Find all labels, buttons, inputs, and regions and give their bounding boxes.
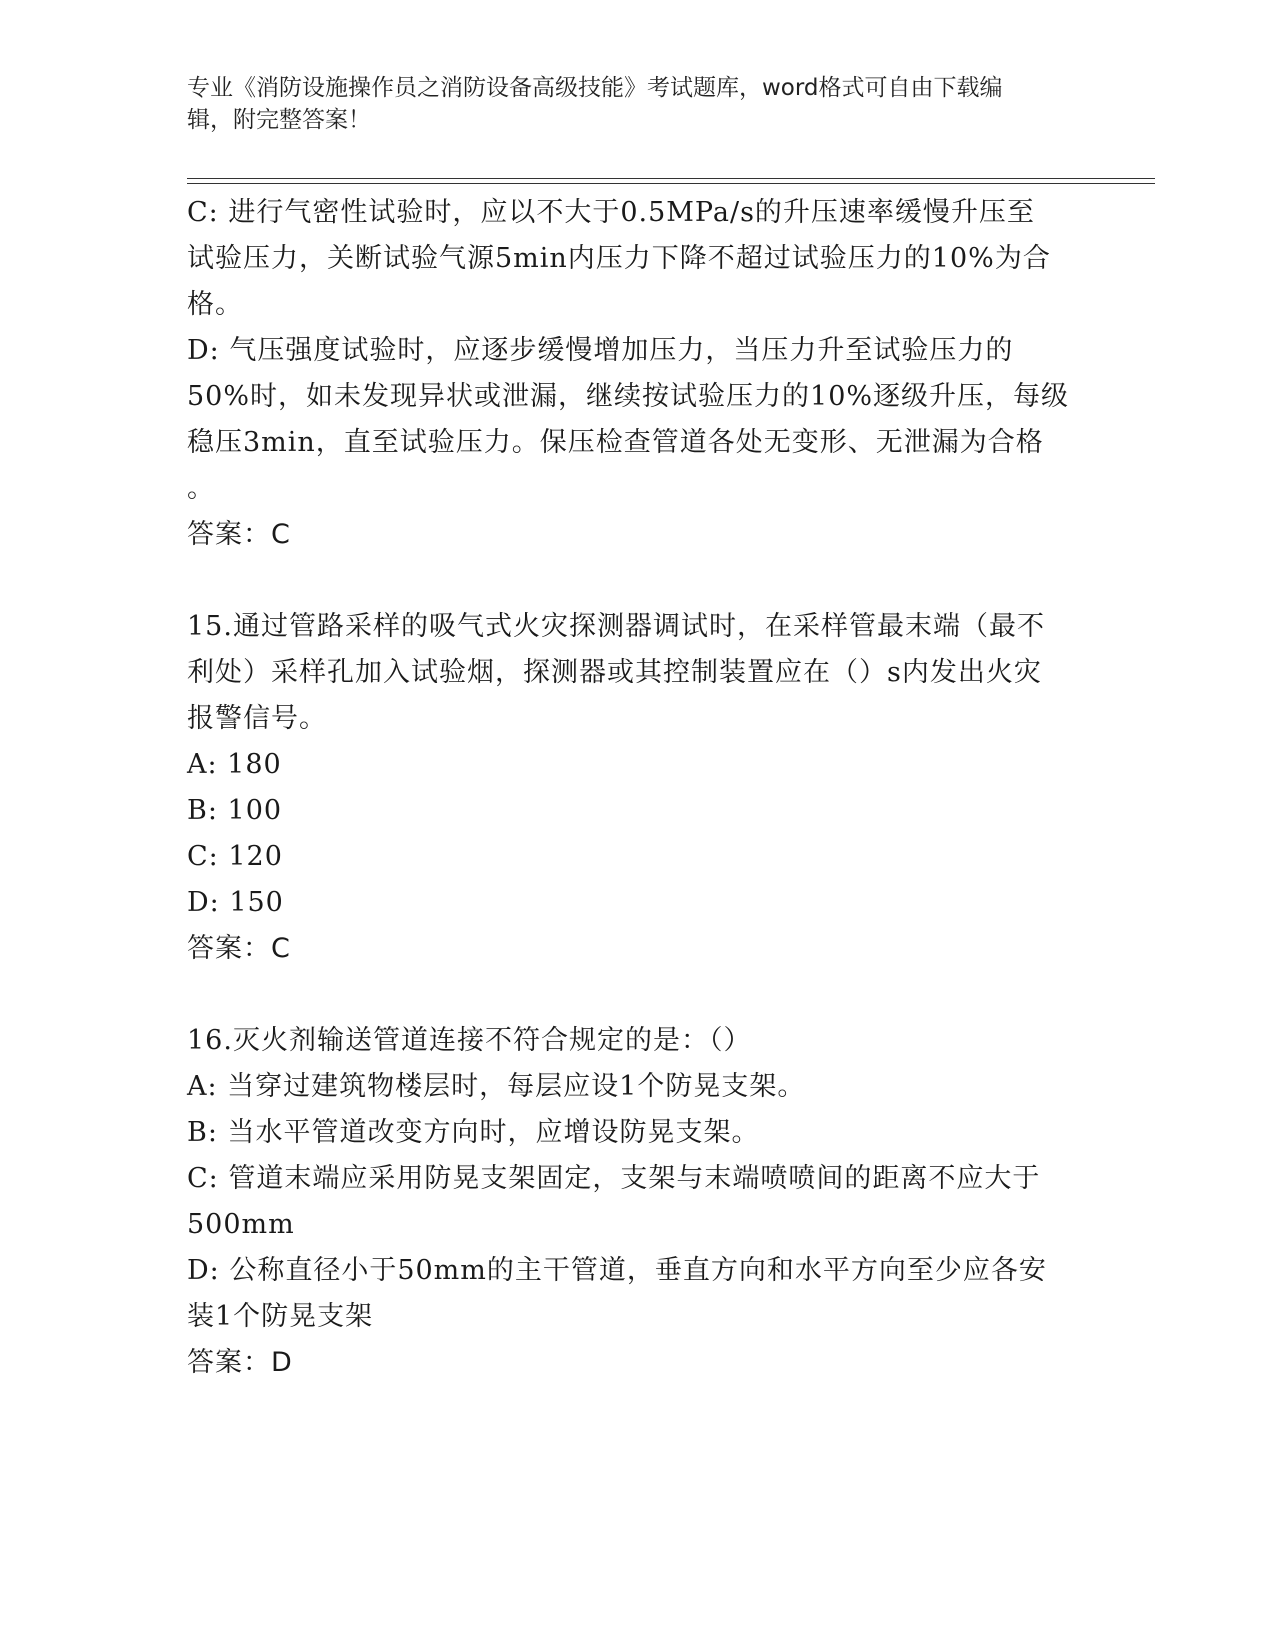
option-text-line: 。	[187, 473, 215, 504]
option-c: C: 管道末端应采用防晃支架固定，支架与末端喷喷间的距离不应大于	[187, 1163, 1041, 1194]
question-16-answer: 答案：D	[187, 1347, 293, 1378]
question-stem-line: 16.灭火剂输送管道连接不符合规定的是：（）	[187, 1025, 752, 1056]
option-a: A: 当穿过建筑物楼层时，每层应设1个防晃支架。	[187, 1071, 806, 1102]
question-16	[187, 1018, 1087, 1386]
option-text-line: 格。	[187, 289, 243, 320]
option-b: B: 当水平管道改变方向时，应增设防晃支架。	[187, 1117, 760, 1148]
option-text-line: C: 进行气密性试验时，应以不大于0.5MPa/s的升压速率缓慢升压至	[187, 197, 1035, 228]
spacer	[187, 972, 1087, 1018]
option-d: D: 150	[187, 887, 284, 918]
prev-question-option-c	[187, 190, 1087, 328]
option-c-continued: 500mm	[187, 1209, 295, 1240]
option-text-line: 试验压力，关断试验气源5min内压力下降不超过试验压力的10%为合	[187, 243, 1051, 274]
header-line-2: 辑，附完整答案！	[187, 107, 371, 133]
question-stem-line: 报警信号。	[187, 703, 327, 734]
prev-question-answer: 答案：C	[187, 519, 291, 550]
option-text-line: 50%时，如未发现异状或泄漏，继续按试验压力的10%逐级升压，每级	[187, 381, 1070, 412]
header-line-1: 专业《消防设施操作员之消防设备高级技能》考试题库，word格式可自由下载编	[187, 75, 1003, 101]
option-b: B: 100	[187, 795, 283, 826]
spacer	[187, 558, 1087, 604]
prev-question-option-d	[187, 328, 1087, 512]
question-stem-line: 利处）采样孔加入试验烟，探测器或其控制装置应在（）s内发出火灾	[187, 657, 1042, 688]
document-header	[187, 72, 1067, 136]
option-c: C: 120	[187, 841, 283, 872]
option-d-continued: 装1个防晃支架	[187, 1301, 374, 1332]
option-text-line: D: 气压强度试验时，应逐步缓慢增加压力，当压力升至试验压力的	[187, 335, 1014, 366]
option-d: D: 公称直径小于50mm的主干管道，垂直方向和水平方向至少应各安	[187, 1255, 1047, 1286]
question-15-answer: 答案：C	[187, 933, 291, 964]
option-a: A: 180	[187, 749, 282, 780]
question-stem-line: 15.通过管路采样的吸气式火灾探测器调试时，在采样管最末端（最不	[187, 611, 1045, 642]
header-divider-top	[187, 178, 1155, 179]
header-divider-bottom	[187, 183, 1155, 184]
question-15	[187, 604, 1087, 972]
option-text-line: 稳压3min，直至试验压力。保压检查管道各处无变形、无泄漏为合格	[187, 427, 1044, 458]
question-content	[187, 190, 1087, 1386]
